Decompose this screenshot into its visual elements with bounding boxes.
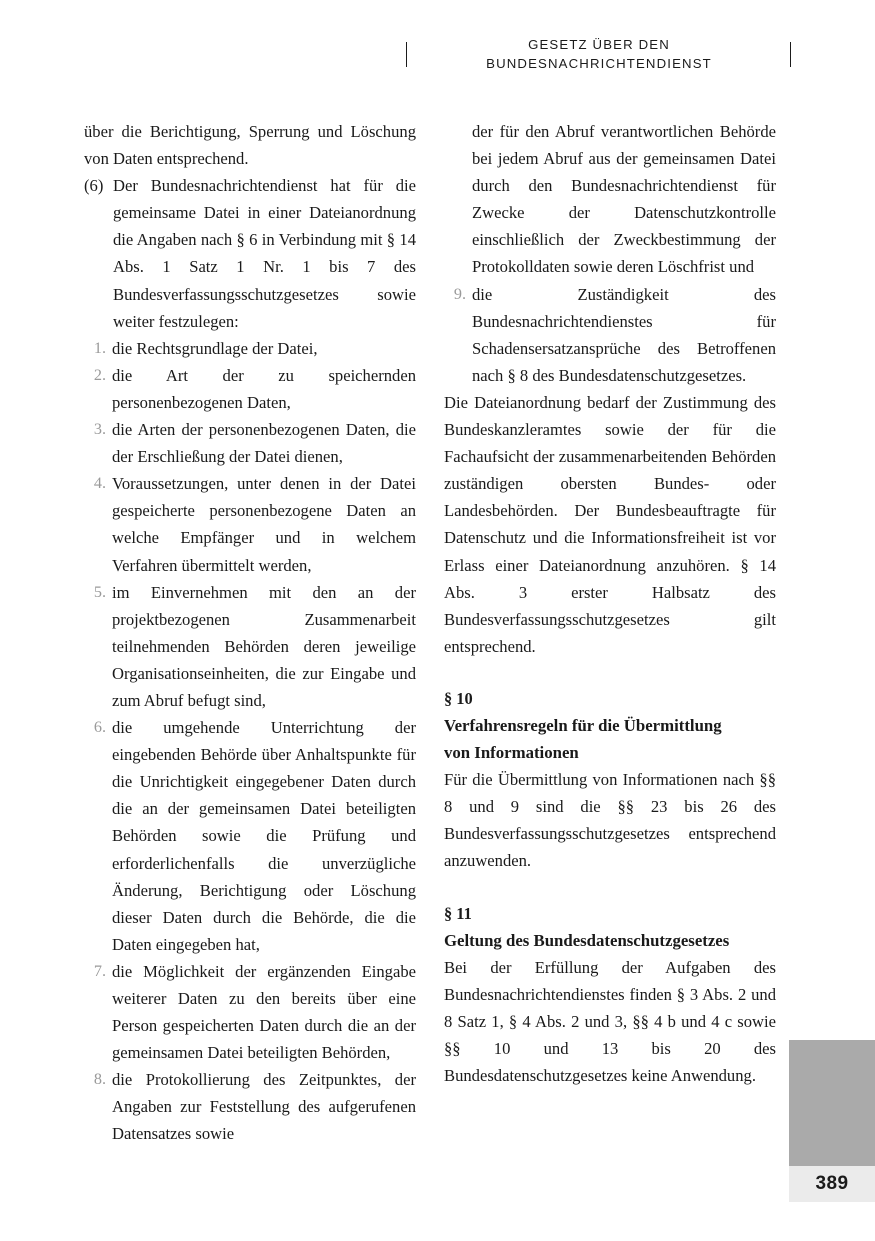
list-item-number: 1. [93, 338, 106, 357]
list-item [84, 335, 416, 362]
list-item-text: die umgehende Unterrichtung der eingebenden Behörde über Anhaltspunkte für die Unrichtigkeit eingegebener Daten durch die an der gemeinsamen Datei beteiligten Behörden sowie die Prüfung und erforderlichenfalls die unverzügliche Änderung, Berichtigung oder Löschung dieser Daten durch die Behörde, die die Daten eingegeben hat, [112, 718, 416, 954]
list-item-text: die Art der zu speichernden personenbezogenen Daten, [112, 365, 416, 412]
column-right [444, 118, 776, 1089]
list-item-text: die Rechtsgrundlage der Datei, [112, 338, 318, 358]
list-item-text: die Möglichkeit der ergänzenden Eingabe weiterer Daten zu den bereits über eine Person gespeicherten Daten durch die an der gemeinsamen Datei beteiligten Behörden, [112, 961, 416, 1063]
list-item-text: Voraussetzungen, unter denen in der Datei gespeicherte personenbezogene Daten an welche Empfänger und in welchem Verfahren übermittelt werden, [112, 474, 416, 575]
page-number-tab [789, 1040, 875, 1202]
list-item-number: 2. [93, 365, 106, 384]
section-10-body: Für die Übermittlung von Informationen nach §§ 8 und 9 sind die §§ 23 bis 26 des Bundesverfassungsschutzgesetzes entsprechend anzuwenden. [444, 770, 776, 871]
list-item-number: 9. [453, 284, 466, 303]
section-11-number: § 11 [444, 903, 472, 923]
list-item-number: 3. [93, 420, 106, 439]
list-item-text: die Arten der personenbezogenen Daten, die der Erschließung der Datei dienen, [112, 420, 416, 467]
list-item-text: die Protokollierung des Zeitpunktes, der Angaben zur Feststellung des aufgerufenen Datensatzes sowie [112, 1070, 416, 1144]
header-rule-right [790, 42, 791, 67]
section-11-body: Bei der Erfüllung der Aufgaben des Bundesnachrichtendienstes finden § 3 Abs. 2 und 8 Satz 1, § 4 Abs. 2 und 3, §§ 4 b und 4 c sowie §§ 10 und 13 bis 20 des Bundesdatenschutzgesetzes keine Anwendung. [444, 957, 776, 1086]
header-rule-left [406, 42, 407, 67]
list-item-number: 7. [93, 961, 106, 980]
running-head-line-1: GESETZ ÜBER DEN [528, 37, 670, 52]
paragraph-6-text: Der Bundesnachrichtendienst hat für die gemeinsame Datei in einer Dateianordnung die Angaben nach § 6 in Verbindung mit § 14 Abs. 1 Satz 1 Nr. 1 bis 7 des Bundesverfassungsschutzgesetzes sowie weiter festzulegen: [113, 176, 416, 331]
continued-paragraph: über die Berichtigung, Sperrung und Löschung von Daten entsprechend. [84, 122, 416, 169]
list-item [84, 416, 416, 470]
paragraph-6 [84, 172, 416, 335]
law-list-left [84, 335, 416, 1148]
list-item-number: 6. [93, 718, 106, 737]
section-10-number: § 10 [444, 688, 473, 708]
list-item [84, 362, 416, 416]
section-11-title-line-1: Geltung des Bundesdatenschutzgesetzes [444, 930, 730, 950]
list-item [84, 470, 416, 578]
list-item-text: die Zuständigkeit des Bundesnachrichtendienstes für Schadensersatzansprüche des Betroffenen nach § 8 des Bundesdatenschutzgesetzes. [472, 284, 776, 385]
paragraph-6-marker: (6) [84, 176, 104, 196]
closing-paragraph: Die Dateianordnung bedarf der Zustimmung des Bundeskanzleramtes sowie der für die Fachaufsicht der zusammenarbeitenden Behörden zuständigen obersten Bundes- oder Landesbehörden. Der Bundesbeauftragte für Datenschutz und die Informationsfreiheit ist vor Erlass einer Dateianordnung anzuhören. § 14 Abs. 3 erster Halbsatz des Bundesverfassungsschutzgesetzes gilt entsprechend. [444, 392, 776, 656]
continued-list-item-8: der für den Abruf verantwortlichen Behörde bei jedem Abruf aus der gemeinsamen Datei durch den Bundesnachrichtendienst für Zwecke der Datenschutzkontrolle einschließlich der Zweckbestimmung der Protokolldaten sowie deren Löschfrist und [472, 122, 776, 277]
list-item-number: 4. [93, 474, 106, 493]
list-item [84, 579, 416, 714]
list-item [444, 281, 776, 389]
list-item-number: 8. [93, 1070, 106, 1089]
section-10-title-line-1: Verfahrensregeln für die Übermittlung [444, 715, 722, 735]
running-head-title [410, 35, 788, 73]
list-item [84, 714, 416, 958]
running-head-line-2: BUNDESNACHRICHTENDIENST [486, 56, 712, 71]
law-list-right [444, 281, 776, 389]
section-10-title-line-2: von Informationen [444, 743, 579, 763]
list-item [84, 958, 416, 1066]
section-10 [444, 685, 776, 875]
page-tab-color-block [789, 1040, 875, 1166]
list-item-text: im Einvernehmen mit den an der projektbezogenen Zusammenarbeit teilnehmenden Behörden deren jeweilige Organisationseinheiten, die zur Eingabe und zum Abruf befugt sind, [112, 582, 416, 710]
list-item-number: 5. [93, 582, 106, 601]
column-left [84, 118, 416, 1148]
list-item [84, 1066, 416, 1147]
page-number: 389 [789, 1166, 875, 1202]
running-head [0, 30, 875, 80]
section-11 [444, 900, 776, 1090]
